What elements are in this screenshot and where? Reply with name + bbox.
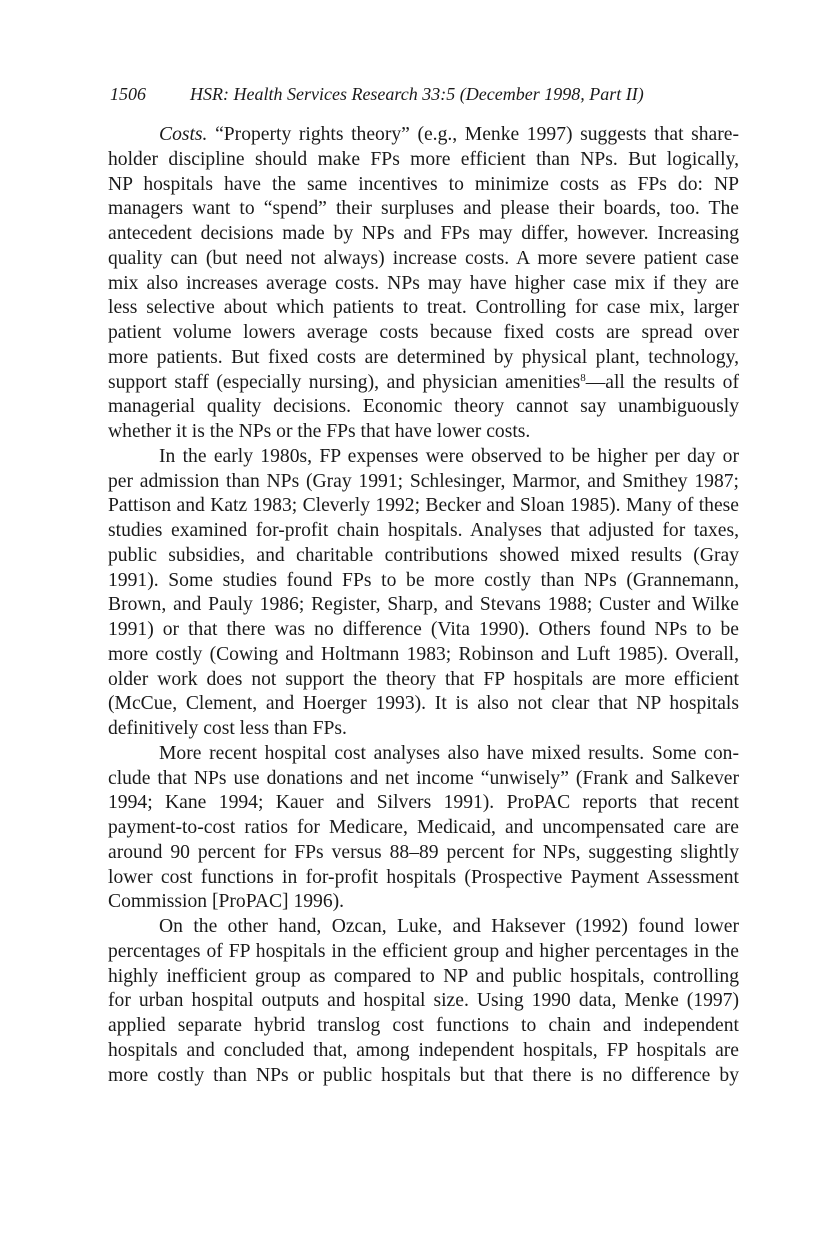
running-head [110, 82, 750, 106]
text-line: support staff (especially nursing), and physician amenities$^8$—all the results of [108, 371, 740, 393]
text-line: whether it is the NPs or the FPs that have lower costs. [108, 421, 531, 442]
paragraph-other-hand [108, 915, 739, 1088]
text-line: older work does not support the theory that FP hospitals are more efficient [108, 668, 739, 690]
text-line: quality can (but need not always) increase costs. A more severe patient case [108, 247, 739, 269]
text-line: mix also increases average costs. NPs may have higher case mix if they are [108, 272, 739, 294]
paragraph-early-1980s [108, 445, 739, 742]
text-line: less selective about which patients to treat. Controlling for case mix, larger [108, 297, 739, 319]
text-line: payment-to-cost ratios for Medicare, Medicaid, and uncompensated care are [108, 817, 739, 838]
text-line: 1994; Kane 1994; Kauer and Silvers 1991). ProPAC reports that recent [108, 792, 739, 814]
text-line: NP hospitals have the same incentives to minimize costs as FPs do: NP [108, 173, 739, 195]
text-line: clude that NPs use donations and net income “unwisely” (Frank and Salkever [108, 767, 739, 789]
text-line: holder discipline should make FPs more efficient than NPs. But logically, [108, 148, 739, 170]
text-line: Commission [ProPAC] 1996). [108, 891, 345, 913]
text-line: (McCue, Clement, and Hoerger 1993). It is also not clear that NP hospitals [108, 693, 739, 715]
text-line: more costly (Cowing and Holtmann 1983; Robinson and Luft 1985). Overall, [108, 643, 739, 665]
text-line: around 90 percent for FPs versus 88–89 percent for NPs, suggesting slightly [108, 841, 739, 863]
text-line: managerial quality decisions. Economic theory cannot say unambiguously [108, 396, 739, 418]
text-line: antecedent decisions made by NPs and FPs may differ, however. Increasing [108, 223, 739, 244]
text-line: studies examined for-profit chain hospitals. Analyses that adjusted for taxes, [108, 520, 739, 541]
text-line: highly inefficient group as compared to NP and public hospitals, controlling [108, 965, 739, 987]
paragraph-costs [108, 123, 739, 445]
text-line: In the early 1980s, FP expenses were observed to be higher per day or [159, 445, 739, 467]
text-line: more costly than NPs or public hospitals but that there is no difference by [108, 1064, 739, 1086]
text-line: definitively cost less than FPs. [108, 718, 347, 739]
page-number: 1506 [110, 84, 146, 104]
text-line: managers want to “spend” their surpluses and please their boards, too. The [108, 198, 739, 220]
footnote-marker[interactable]: 8 [580, 371, 586, 384]
runin-heading: Costs. [159, 124, 208, 145]
text-line: lower cost functions in for-profit hospitals (Prospective Payment Assessment [108, 866, 739, 888]
text-line: Brown, and Pauly 1986; Register, Sharp, and Stevans 1988; Custer and Wilke [108, 594, 739, 616]
text-line: applied separate hybrid translog cost functions to chain and independent [108, 1015, 739, 1036]
text-line: percentages of FP hospitals in the efficient group and higher percentages in the [108, 940, 739, 962]
text-line: Costs. “Property rights theory” (e.g., Menke 1997) suggests that share- [159, 124, 739, 145]
text-line: patient volume lowers average costs because fixed costs are spread over [108, 322, 739, 343]
text-line: more patients. But fixed costs are determined by physical plant, technology, [108, 346, 739, 368]
text-line: for urban hospital outputs and hospital size. Using 1990 data, Menke (1997) [108, 990, 739, 1012]
text-line: On the other hand, Ozcan, Luke, and Haksever (1992) found lower [159, 916, 739, 937]
text-line: More recent hospital cost analyses also have mixed results. Some con- [159, 742, 739, 764]
text-line: hospitals and concluded that, among independent hospitals, FP hospitals are [108, 1039, 739, 1061]
text-line: 1991). Some studies found FPs to be more costly than NPs (Grannemann, [108, 569, 739, 591]
article-body [108, 123, 739, 1088]
text-line: per admission than NPs (Gray 1991; Schlesinger, Marmor, and Smithey 1987; [108, 470, 739, 492]
text-line: Pattison and Katz 1983; Cleverly 1992; Becker and Sloan 1985). Many of these [108, 495, 739, 517]
text-line: 1991) or that there was no difference (Vita 1990). Others found NPs to be [108, 619, 739, 640]
text-line: public subsidies, and charitable contributions showed mixed results (Gray [108, 544, 739, 566]
journal-citation: HSR: Health Services Research 33:5 (December 1998, Part II) [190, 84, 644, 104]
paragraph-recent-analyses [108, 742, 739, 915]
